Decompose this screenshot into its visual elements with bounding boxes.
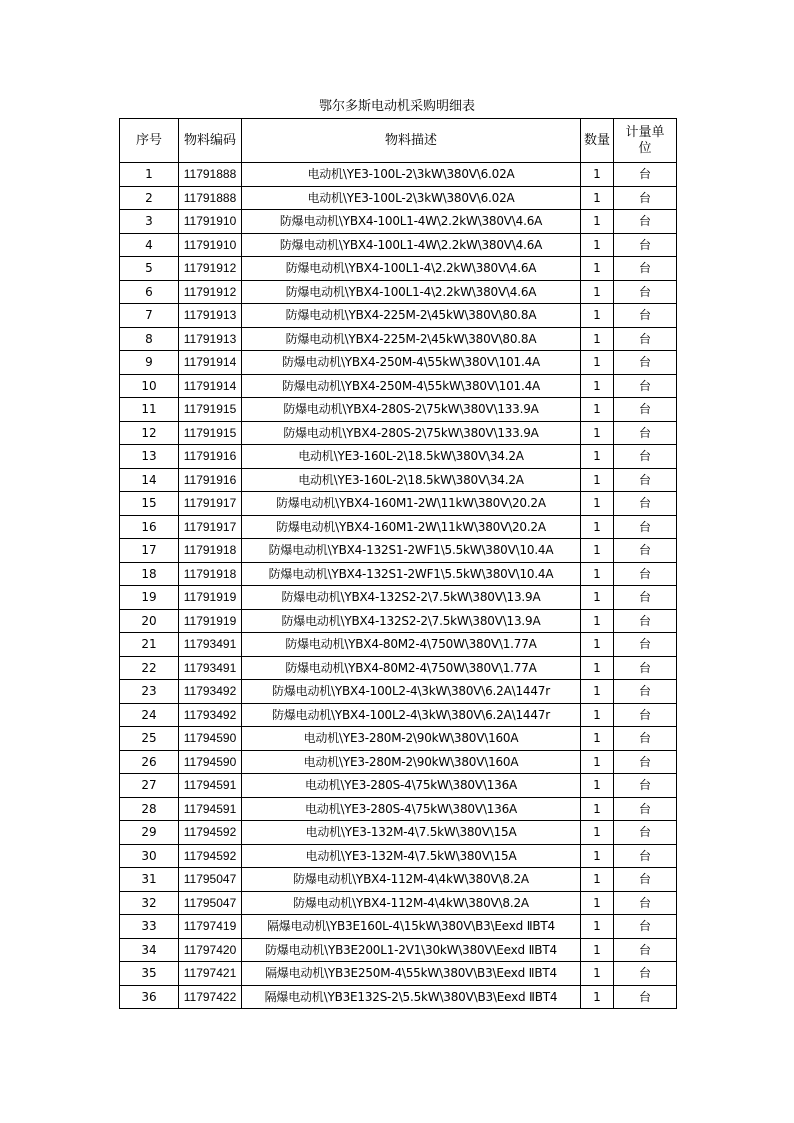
cell-desc: 电动机\YE3-100L-2\3kW\380V\6.02A [242, 186, 581, 210]
table-row [120, 821, 677, 845]
cell-desc: 防爆电动机\YBX4-100L1-4\2.2kW\380V\4.6A [242, 280, 581, 304]
cell-no: 15 [120, 492, 179, 516]
cell-qty: 1 [581, 938, 614, 962]
table-row [120, 304, 677, 328]
table-row [120, 327, 677, 351]
cell-desc: 防爆电动机\YBX4-160M1-2W\11kW\380V\20.2A [242, 515, 581, 539]
cell-desc: 防爆电动机\YBX4-80M2-4\750W\380V\1.77A [242, 633, 581, 657]
table-row [120, 868, 677, 892]
cell-no: 9 [120, 351, 179, 375]
cell-desc: 防爆电动机\YBX4-112M-4\4kW\380V\8.2A [242, 868, 581, 892]
cell-unit: 台 [614, 985, 677, 1009]
table-row [120, 257, 677, 281]
cell-unit: 台 [614, 445, 677, 469]
cell-desc: 电动机\YE3-280S-4\75kW\380V\136A [242, 774, 581, 798]
cell-qty: 1 [581, 374, 614, 398]
cell-code: 11797420 [179, 938, 242, 962]
cell-code: 11791888 [179, 186, 242, 210]
cell-no: 27 [120, 774, 179, 798]
cell-no: 32 [120, 891, 179, 915]
cell-code: 11791917 [179, 515, 242, 539]
cell-no: 14 [120, 468, 179, 492]
cell-no: 29 [120, 821, 179, 845]
table-row [120, 163, 677, 187]
table-row [120, 515, 677, 539]
table-row [120, 492, 677, 516]
cell-qty: 1 [581, 891, 614, 915]
table-row [120, 468, 677, 492]
cell-code: 11794591 [179, 797, 242, 821]
cell-desc: 防爆电动机\YBX4-225M-2\45kW\380V\80.8A [242, 327, 581, 351]
cell-code: 11794592 [179, 821, 242, 845]
cell-code: 11795047 [179, 868, 242, 892]
cell-unit: 台 [614, 891, 677, 915]
cell-no: 23 [120, 680, 179, 704]
cell-no: 8 [120, 327, 179, 351]
header-unit-line2: 位 [638, 140, 652, 156]
cell-qty: 1 [581, 539, 614, 563]
cell-unit: 台 [614, 750, 677, 774]
table-row [120, 962, 677, 986]
cell-code: 11793492 [179, 703, 242, 727]
cell-qty: 1 [581, 163, 614, 187]
table-row [120, 586, 677, 610]
cell-unit: 台 [614, 609, 677, 633]
cell-qty: 1 [581, 821, 614, 845]
cell-no: 36 [120, 985, 179, 1009]
cell-unit: 台 [614, 374, 677, 398]
cell-qty: 1 [581, 351, 614, 375]
cell-code: 11791914 [179, 351, 242, 375]
cell-qty: 1 [581, 962, 614, 986]
table-row [120, 374, 677, 398]
table-row [120, 680, 677, 704]
cell-unit: 台 [614, 186, 677, 210]
cell-no: 12 [120, 421, 179, 445]
cell-unit: 台 [614, 821, 677, 845]
cell-code: 11791916 [179, 445, 242, 469]
cell-unit: 台 [614, 844, 677, 868]
cell-no: 17 [120, 539, 179, 563]
table-row [120, 398, 677, 422]
cell-no: 34 [120, 938, 179, 962]
cell-code: 11791918 [179, 539, 242, 563]
cell-unit: 台 [614, 304, 677, 328]
cell-unit: 台 [614, 515, 677, 539]
cell-no: 30 [120, 844, 179, 868]
cell-unit: 台 [614, 468, 677, 492]
table-row [120, 539, 677, 563]
cell-unit: 台 [614, 327, 677, 351]
cell-code: 11794590 [179, 727, 242, 751]
cell-code: 11791918 [179, 562, 242, 586]
cell-desc: 隔爆电动机\YB3E250M-4\55kW\380V\B3\Eexd ⅡBT4 [242, 962, 581, 986]
cell-code: 11791919 [179, 609, 242, 633]
cell-desc: 防爆电动机\YBX4-112M-4\4kW\380V\8.2A [242, 891, 581, 915]
cell-qty: 1 [581, 445, 614, 469]
cell-code: 11793491 [179, 633, 242, 657]
table-row [120, 562, 677, 586]
cell-code: 11794590 [179, 750, 242, 774]
table-row [120, 233, 677, 257]
cell-desc: 电动机\YE3-160L-2\18.5kW\380V\34.2A [242, 445, 581, 469]
cell-code: 11797422 [179, 985, 242, 1009]
table-row [120, 915, 677, 939]
table-row [120, 609, 677, 633]
header-no: 序号 [120, 119, 179, 163]
cell-unit: 台 [614, 938, 677, 962]
cell-unit: 台 [614, 586, 677, 610]
cell-no: 35 [120, 962, 179, 986]
cell-no: 18 [120, 562, 179, 586]
table-row [120, 938, 677, 962]
cell-no: 1 [120, 163, 179, 187]
table-row [120, 727, 677, 751]
cell-unit: 台 [614, 233, 677, 257]
cell-unit: 台 [614, 562, 677, 586]
cell-desc: 电动机\YE3-160L-2\18.5kW\380V\34.2A [242, 468, 581, 492]
cell-desc: 防爆电动机\YBX4-100L2-4\3kW\380V\6.2A\1447r [242, 703, 581, 727]
cell-no: 31 [120, 868, 179, 892]
cell-qty: 1 [581, 398, 614, 422]
cell-no: 10 [120, 374, 179, 398]
cell-no: 13 [120, 445, 179, 469]
table-row [120, 421, 677, 445]
cell-code: 11795047 [179, 891, 242, 915]
cell-unit: 台 [614, 774, 677, 798]
cell-qty: 1 [581, 186, 614, 210]
cell-desc: 防爆电动机\YBX4-250M-4\55kW\380V\101.4A [242, 351, 581, 375]
cell-desc: 防爆电动机\YBX4-132S2-2\7.5kW\380V\13.9A [242, 609, 581, 633]
cell-qty: 1 [581, 468, 614, 492]
cell-desc: 防爆电动机\YBX4-100L2-4\3kW\380V\6.2A\1447r [242, 680, 581, 704]
header-code: 物料编码 [179, 119, 242, 163]
cell-no: 25 [120, 727, 179, 751]
cell-no: 26 [120, 750, 179, 774]
cell-desc: 防爆电动机\YBX4-80M2-4\750W\380V\1.77A [242, 656, 581, 680]
cell-no: 20 [120, 609, 179, 633]
cell-desc: 电动机\YE3-280M-2\90kW\380V\160A [242, 727, 581, 751]
purchase-detail-table [119, 118, 677, 1009]
cell-no: 21 [120, 633, 179, 657]
cell-qty: 1 [581, 586, 614, 610]
table-row [120, 797, 677, 821]
cell-code: 11791913 [179, 327, 242, 351]
cell-unit: 台 [614, 703, 677, 727]
cell-no: 19 [120, 586, 179, 610]
cell-qty: 1 [581, 727, 614, 751]
cell-desc: 隔爆电动机\YB3E160L-4\15kW\380V\B3\Eexd ⅡBT4 [242, 915, 581, 939]
cell-qty: 1 [581, 985, 614, 1009]
table-row [120, 186, 677, 210]
cell-desc: 电动机\YE3-280M-2\90kW\380V\160A [242, 750, 581, 774]
cell-no: 7 [120, 304, 179, 328]
cell-unit: 台 [614, 257, 677, 281]
cell-qty: 1 [581, 210, 614, 234]
cell-no: 28 [120, 797, 179, 821]
cell-no: 2 [120, 186, 179, 210]
header-desc: 物料描述 [242, 119, 581, 163]
cell-desc: 防爆电动机\YBX4-280S-2\75kW\380V\133.9A [242, 421, 581, 445]
cell-desc: 防爆电动机\YBX4-132S1-2WF1\5.5kW\380V\10.4A [242, 562, 581, 586]
table-body [120, 163, 677, 1009]
cell-code: 11797421 [179, 962, 242, 986]
cell-qty: 1 [581, 915, 614, 939]
cell-desc: 防爆电动机\YBX4-100L1-4\2.2kW\380V\4.6A [242, 257, 581, 281]
cell-qty: 1 [581, 492, 614, 516]
cell-code: 11797419 [179, 915, 242, 939]
cell-code: 11791916 [179, 468, 242, 492]
cell-qty: 1 [581, 868, 614, 892]
table-row [120, 985, 677, 1009]
table-row [120, 774, 677, 798]
cell-unit: 台 [614, 421, 677, 445]
cell-qty: 1 [581, 656, 614, 680]
cell-qty: 1 [581, 797, 614, 821]
cell-qty: 1 [581, 680, 614, 704]
cell-desc: 防爆电动机\YBX4-250M-4\55kW\380V\101.4A [242, 374, 581, 398]
header-unit-line1: 计量单 [625, 124, 665, 140]
cell-code: 11791915 [179, 421, 242, 445]
cell-qty: 1 [581, 750, 614, 774]
cell-unit: 台 [614, 962, 677, 986]
cell-unit: 台 [614, 915, 677, 939]
cell-code: 11793491 [179, 656, 242, 680]
cell-no: 3 [120, 210, 179, 234]
cell-unit: 台 [614, 797, 677, 821]
cell-qty: 1 [581, 233, 614, 257]
cell-unit: 台 [614, 680, 677, 704]
cell-desc: 电动机\YE3-132M-4\7.5kW\380V\15A [242, 844, 581, 868]
table-row [120, 633, 677, 657]
table-row [120, 891, 677, 915]
page-title: 鄂尔多斯电动机采购明细表 [318, 99, 475, 114]
cell-desc: 防爆电动机\YBX4-100L1-4W\2.2kW\380V\4.6A [242, 210, 581, 234]
cell-desc: 电动机\YE3-132M-4\7.5kW\380V\15A [242, 821, 581, 845]
cell-qty: 1 [581, 562, 614, 586]
cell-unit: 台 [614, 492, 677, 516]
cell-desc: 隔爆电动机\YB3E132S-2\5.5kW\380V\B3\Eexd ⅡBT4 [242, 985, 581, 1009]
cell-unit: 台 [614, 210, 677, 234]
cell-code: 11791910 [179, 210, 242, 234]
header-unit [614, 119, 677, 163]
header-qty: 数量 [581, 119, 614, 163]
cell-code: 11793492 [179, 680, 242, 704]
table-row [120, 351, 677, 375]
cell-desc: 防爆电动机\YBX4-132S1-2WF1\5.5kW\380V\10.4A [242, 539, 581, 563]
cell-code: 11791912 [179, 280, 242, 304]
cell-desc: 防爆电动机\YBX4-160M1-2W\11kW\380V\20.2A [242, 492, 581, 516]
table-row [120, 750, 677, 774]
cell-no: 24 [120, 703, 179, 727]
cell-code: 11791912 [179, 257, 242, 281]
cell-desc: 电动机\YE3-280S-4\75kW\380V\136A [242, 797, 581, 821]
table-row [120, 703, 677, 727]
cell-no: 6 [120, 280, 179, 304]
table-row [120, 280, 677, 304]
cell-no: 16 [120, 515, 179, 539]
cell-code: 11791915 [179, 398, 242, 422]
cell-unit: 台 [614, 868, 677, 892]
table-header-row [120, 119, 677, 163]
table-row [120, 445, 677, 469]
cell-qty: 1 [581, 257, 614, 281]
cell-qty: 1 [581, 304, 614, 328]
cell-code: 11791888 [179, 163, 242, 187]
cell-no: 4 [120, 233, 179, 257]
cell-qty: 1 [581, 421, 614, 445]
cell-no: 5 [120, 257, 179, 281]
cell-qty: 1 [581, 844, 614, 868]
table-row [120, 656, 677, 680]
cell-qty: 1 [581, 327, 614, 351]
cell-no: 22 [120, 656, 179, 680]
cell-desc: 防爆电动机\YBX4-280S-2\75kW\380V\133.9A [242, 398, 581, 422]
cell-qty: 1 [581, 280, 614, 304]
cell-unit: 台 [614, 656, 677, 680]
cell-code: 11791919 [179, 586, 242, 610]
cell-desc: 防爆电动机\YBX4-225M-2\45kW\380V\80.8A [242, 304, 581, 328]
cell-code: 11794592 [179, 844, 242, 868]
cell-desc: 防爆电动机\YB3E200L1-2V1\30kW\380V\Eexd ⅡBT4 [242, 938, 581, 962]
cell-unit: 台 [614, 539, 677, 563]
cell-unit: 台 [614, 351, 677, 375]
cell-qty: 1 [581, 515, 614, 539]
cell-code: 11791913 [179, 304, 242, 328]
cell-code: 11791910 [179, 233, 242, 257]
cell-unit: 台 [614, 280, 677, 304]
cell-no: 11 [120, 398, 179, 422]
cell-desc: 防爆电动机\YBX4-100L1-4W\2.2kW\380V\4.6A [242, 233, 581, 257]
cell-unit: 台 [614, 727, 677, 751]
cell-unit: 台 [614, 163, 677, 187]
cell-qty: 1 [581, 633, 614, 657]
cell-qty: 1 [581, 609, 614, 633]
table-row [120, 844, 677, 868]
cell-unit: 台 [614, 633, 677, 657]
cell-code: 11791917 [179, 492, 242, 516]
cell-code: 11794591 [179, 774, 242, 798]
cell-qty: 1 [581, 774, 614, 798]
cell-no: 33 [120, 915, 179, 939]
cell-qty: 1 [581, 703, 614, 727]
cell-unit: 台 [614, 398, 677, 422]
cell-desc: 电动机\YE3-100L-2\3kW\380V\6.02A [242, 163, 581, 187]
table-row [120, 210, 677, 234]
cell-code: 11791914 [179, 374, 242, 398]
cell-desc: 防爆电动机\YBX4-132S2-2\7.5kW\380V\13.9A [242, 586, 581, 610]
